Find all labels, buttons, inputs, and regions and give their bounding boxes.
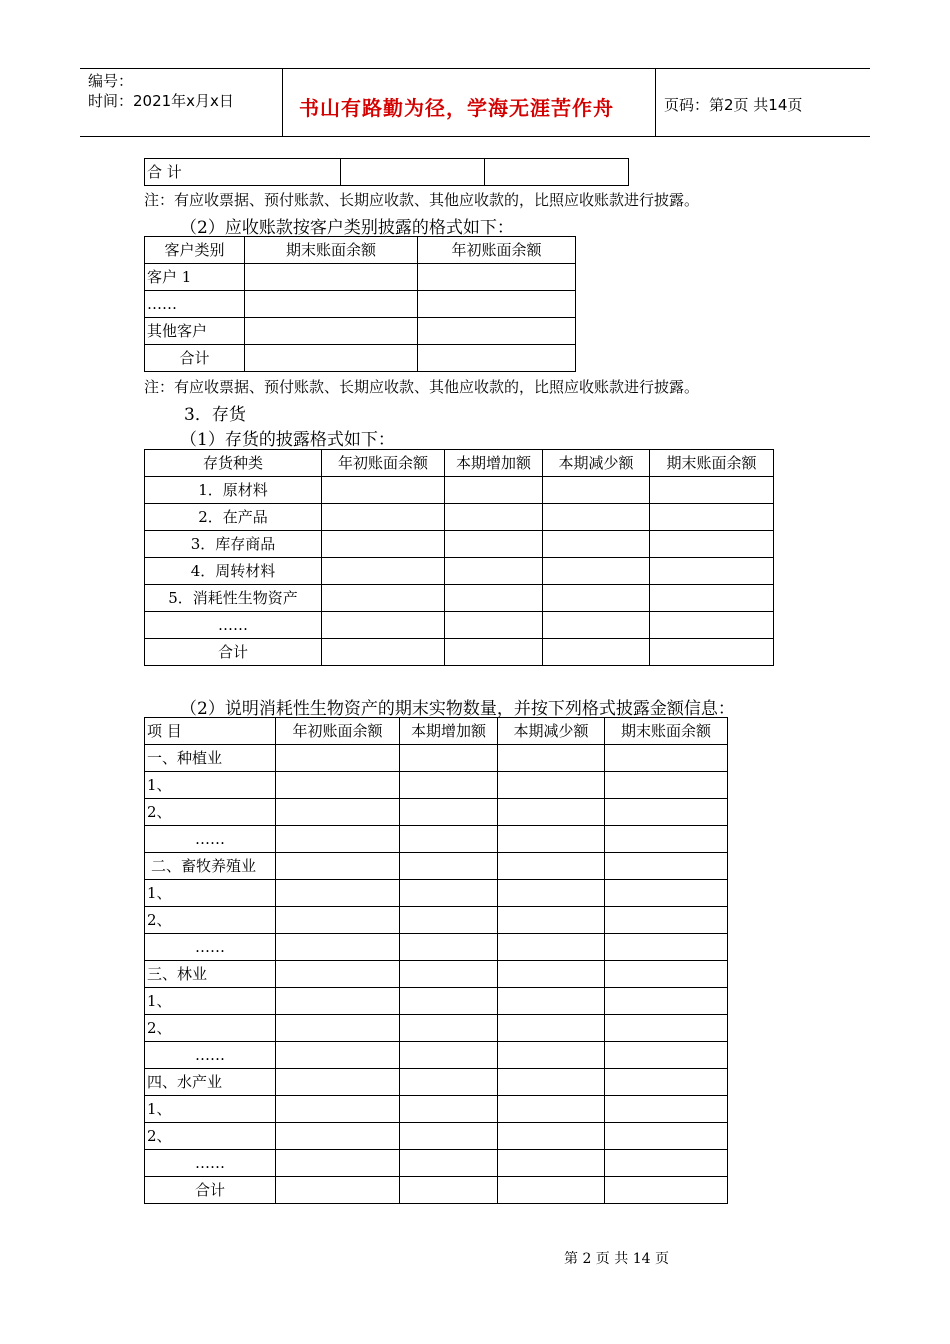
row-label: 2、 <box>145 1015 276 1042</box>
table-cell <box>276 853 400 880</box>
header-divider-right <box>655 68 656 136</box>
column-header: 客户类别 <box>145 237 245 264</box>
table-row <box>145 639 774 666</box>
table-cell <box>276 907 400 934</box>
table-cell <box>498 1150 605 1177</box>
row-label: 二、畜牧养殖业 <box>145 853 276 880</box>
table-cell <box>445 612 543 639</box>
table-row <box>145 1069 728 1096</box>
table-cell <box>605 1015 728 1042</box>
row-label: …… <box>145 934 276 961</box>
table-row <box>145 907 728 934</box>
inventory-table <box>144 449 774 666</box>
table-cell <box>276 1096 400 1123</box>
table-row <box>145 612 774 639</box>
table-cell <box>418 318 576 345</box>
table-cell <box>543 477 650 504</box>
section-inventory: 3．存货 <box>184 405 246 425</box>
row-label: …… <box>145 1150 276 1177</box>
table-row <box>145 585 774 612</box>
row-label: …… <box>145 826 276 853</box>
table-cell <box>498 1096 605 1123</box>
table-cell <box>322 504 445 531</box>
table-cell <box>650 585 774 612</box>
table-row <box>145 318 576 345</box>
note-2: 注：有应收票据、预付账款、长期应收款、其他应收款的，比照应收账款进行披露。 <box>144 378 700 396</box>
table-cell <box>276 745 400 772</box>
table-cell <box>276 799 400 826</box>
table-cell <box>498 1123 605 1150</box>
table-cell <box>400 880 498 907</box>
row-label: 5．消耗性生物资产 <box>145 585 322 612</box>
table-row <box>145 504 774 531</box>
table-row <box>145 1150 728 1177</box>
customer-table <box>144 236 576 372</box>
row-label: 一、种植业 <box>145 745 276 772</box>
note-1: 注：有应收票据、预付账款、长期应收款、其他应收款的，比照应收账款进行披露。 <box>144 191 700 209</box>
table-row <box>145 264 576 291</box>
table-cell <box>543 531 650 558</box>
table-cell <box>276 1177 400 1204</box>
table-cell <box>650 531 774 558</box>
table-cell <box>498 934 605 961</box>
table-cell <box>605 1123 728 1150</box>
table-cell <box>445 531 543 558</box>
row-label: …… <box>145 1042 276 1069</box>
table-cell <box>445 558 543 585</box>
table-cell <box>400 934 498 961</box>
row-label: 1、 <box>145 772 276 799</box>
table-cell <box>605 1042 728 1069</box>
table-cell <box>400 988 498 1015</box>
table-row <box>145 1042 728 1069</box>
table-row <box>145 531 774 558</box>
motto: 书山有路勤为径，学海无涯苦作舟 <box>299 96 614 120</box>
table-cell <box>498 772 605 799</box>
table-row <box>145 853 728 880</box>
table-cell <box>400 1015 498 1042</box>
table-cell <box>605 853 728 880</box>
receivables-total-table <box>144 158 629 186</box>
table-cell <box>341 159 485 186</box>
column-header: 年初账面余额 <box>276 718 400 745</box>
table-row <box>145 799 728 826</box>
table-cell <box>498 745 605 772</box>
table-cell <box>276 934 400 961</box>
table-cell <box>400 853 498 880</box>
table-cell <box>605 799 728 826</box>
table-cell <box>498 1177 605 1204</box>
table-cell <box>322 639 445 666</box>
table-cell <box>605 907 728 934</box>
table-row <box>145 772 728 799</box>
table-cell <box>276 1042 400 1069</box>
table-header-row <box>145 450 774 477</box>
table-cell <box>400 961 498 988</box>
table-cell <box>400 1177 498 1204</box>
table-cell <box>498 826 605 853</box>
table-cell <box>400 799 498 826</box>
table-cell <box>498 799 605 826</box>
table-cell <box>498 880 605 907</box>
table-cell <box>605 772 728 799</box>
column-header: 期末账面余额 <box>605 718 728 745</box>
table-cell <box>605 1177 728 1204</box>
page-info: 页码：第2页 共14页 <box>664 96 803 114</box>
column-header: 本期减少额 <box>543 450 650 477</box>
table-cell <box>418 291 576 318</box>
table-row <box>145 1015 728 1042</box>
row-label: 2、 <box>145 907 276 934</box>
heading-inventory: （1）存货的披露格式如下： <box>180 430 395 450</box>
header-divider-left <box>282 68 283 136</box>
table-row <box>145 934 728 961</box>
table-cell <box>543 612 650 639</box>
row-label: 客户 1 <box>145 264 245 291</box>
row-label: 2、 <box>145 1123 276 1150</box>
table-cell <box>445 504 543 531</box>
header-top-rule <box>80 68 870 69</box>
table-cell <box>650 612 774 639</box>
table-row <box>145 961 728 988</box>
table-cell <box>322 585 445 612</box>
table-cell <box>400 1069 498 1096</box>
column-header: 本期减少额 <box>498 718 605 745</box>
table-header-row <box>145 237 576 264</box>
table-cell <box>650 504 774 531</box>
table-cell <box>400 826 498 853</box>
table-cell <box>605 1069 728 1096</box>
table-cell <box>245 264 418 291</box>
table-cell <box>276 826 400 853</box>
row-label: 2．在产品 <box>145 504 322 531</box>
total-label: 合 计 <box>145 159 341 186</box>
table-row <box>145 1123 728 1150</box>
table-cell <box>400 907 498 934</box>
row-label: 合计 <box>145 1177 276 1204</box>
table-cell <box>650 477 774 504</box>
table-cell <box>400 1042 498 1069</box>
row-label: 1．原材料 <box>145 477 322 504</box>
row-label: 1、 <box>145 988 276 1015</box>
row-label: 4．周转材料 <box>145 558 322 585</box>
table-cell <box>605 988 728 1015</box>
table-cell <box>650 639 774 666</box>
table-cell <box>322 477 445 504</box>
column-header: 项 目 <box>145 718 276 745</box>
table-cell <box>400 1150 498 1177</box>
table-cell <box>276 961 400 988</box>
table-cell <box>605 826 728 853</box>
table-cell <box>276 1123 400 1150</box>
column-header: 本期增加额 <box>445 450 543 477</box>
table-cell <box>605 1096 728 1123</box>
table-cell <box>418 345 576 372</box>
row-label: …… <box>145 291 245 318</box>
column-header: 本期增加额 <box>400 718 498 745</box>
table-cell <box>543 504 650 531</box>
table-cell <box>498 961 605 988</box>
table-row <box>145 1096 728 1123</box>
row-label: 合计 <box>145 639 322 666</box>
table-row <box>145 291 576 318</box>
row-label: 2、 <box>145 799 276 826</box>
number-label: 编号： <box>88 72 134 90</box>
header-bottom-rule <box>80 136 870 137</box>
table-cell <box>276 1150 400 1177</box>
table-cell <box>276 772 400 799</box>
table-cell <box>245 345 418 372</box>
table-cell <box>445 585 543 612</box>
table-cell <box>605 745 728 772</box>
table-row <box>145 880 728 907</box>
table-cell <box>498 1042 605 1069</box>
table-row <box>145 826 728 853</box>
table-cell <box>400 1096 498 1123</box>
bio-assets-table <box>144 717 728 1204</box>
page-footer: 第 2 页 共 14 页 <box>564 1251 669 1267</box>
table-header-row <box>145 718 728 745</box>
table-cell <box>245 318 418 345</box>
table-cell <box>543 585 650 612</box>
table-cell <box>445 477 543 504</box>
table-cell <box>445 639 543 666</box>
row-label: 3．库存商品 <box>145 531 322 558</box>
table-cell <box>650 558 774 585</box>
table-row <box>145 345 576 372</box>
table-row <box>145 988 728 1015</box>
heading-customer: （2）应收账款按客户类别披露的格式如下： <box>180 218 514 238</box>
table-cell <box>543 639 650 666</box>
table-cell <box>498 907 605 934</box>
table-cell <box>276 1069 400 1096</box>
table-cell <box>400 745 498 772</box>
column-header: 期末账面余额 <box>245 237 418 264</box>
table-cell <box>276 988 400 1015</box>
table-cell <box>498 988 605 1015</box>
table-cell <box>605 880 728 907</box>
table-row <box>145 159 629 186</box>
table-cell <box>605 1150 728 1177</box>
column-header: 年初账面余额 <box>322 450 445 477</box>
table-cell <box>605 961 728 988</box>
row-label: 合计 <box>145 345 245 372</box>
row-label: 四、水产业 <box>145 1069 276 1096</box>
row-label: 1、 <box>145 880 276 907</box>
column-header: 年初账面余额 <box>418 237 576 264</box>
table-row <box>145 745 728 772</box>
table-row <box>145 1177 728 1204</box>
table-cell <box>276 880 400 907</box>
table-cell <box>498 1069 605 1096</box>
row-label: 其他客户 <box>145 318 245 345</box>
table-cell <box>245 291 418 318</box>
table-cell <box>322 612 445 639</box>
heading-bio-assets: （2）说明消耗性生物资产的期末实物数量，并按下列格式披露金额信息： <box>180 699 735 719</box>
table-cell <box>400 772 498 799</box>
table-cell <box>498 853 605 880</box>
table-cell <box>605 934 728 961</box>
table-cell <box>418 264 576 291</box>
table-cell <box>485 159 629 186</box>
table-cell <box>498 1015 605 1042</box>
table-cell <box>276 1015 400 1042</box>
table-row <box>145 558 774 585</box>
column-header: 期末账面余额 <box>650 450 774 477</box>
table-cell <box>543 558 650 585</box>
column-header: 存货种类 <box>145 450 322 477</box>
table-cell <box>322 531 445 558</box>
row-label: 1、 <box>145 1096 276 1123</box>
row-label: …… <box>145 612 322 639</box>
row-label: 三、林业 <box>145 961 276 988</box>
table-cell <box>400 1123 498 1150</box>
time-label: 时间：2021年x月x日 <box>88 92 234 110</box>
table-row <box>145 477 774 504</box>
table-cell <box>322 558 445 585</box>
